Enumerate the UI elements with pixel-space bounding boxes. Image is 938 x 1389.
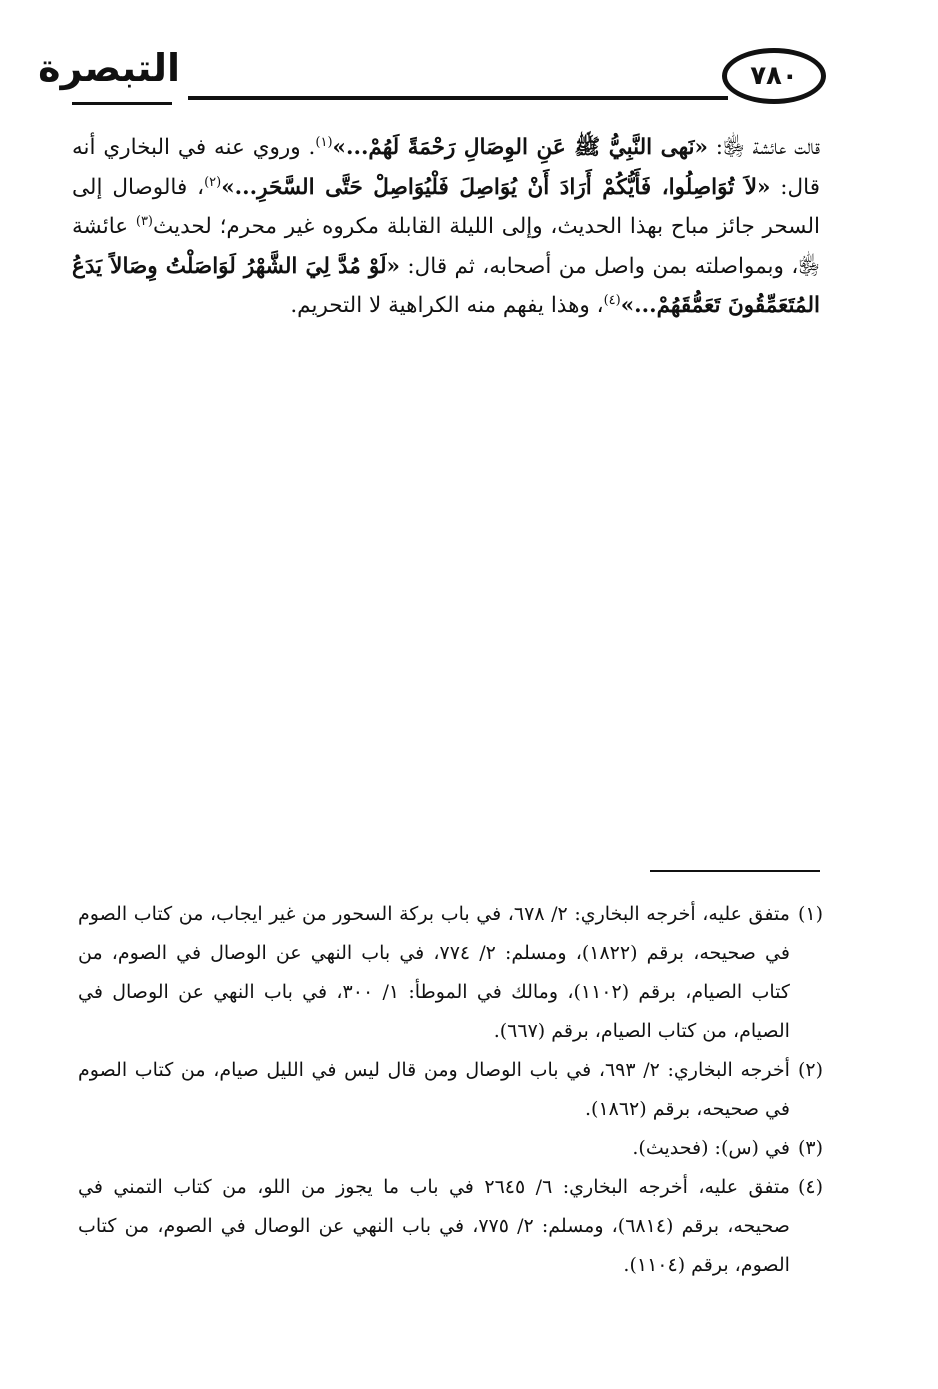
footnote-mark: (٣) — [797, 1137, 823, 1159]
footnote-mark: (٤) — [797, 1176, 823, 1198]
footnotes — [78, 895, 823, 1285]
footnote-text: متفق عليه، أخرجه البخاري: ٦/ ٢٦٤٥ في باب ما يجوز من اللو، من كتاب التمني في صحيحه، برقم (٦٨١٤)، ومسلم: ٢/ ٧٧٥، في باب النهي عن الوصال في الصوم، من كتاب الصوم، برقم (١١٠٤). — [78, 1176, 790, 1276]
hadith-quote: «نَهى النَّبِيُّ ﷺ عَنِ الوِصَالِ رَحْمَةً لَهُمْ...» — [332, 135, 708, 160]
text-run: عائشة ﵂، وبمواصلته بمن واصل من أصحابه، ثم قال: — [72, 214, 820, 279]
hadith-quote: «لَوْ مُدَّ لِيَ الشَّهْرُ لَوَاصَلْتُ وِصَالاً يَدَعُ المُتَعَمِّقُونَ تَعَمُّقَهُمْ...» — [72, 253, 820, 318]
footnote-item — [78, 895, 823, 1051]
footnote-separator — [650, 870, 820, 872]
footnote-text: متفق عليه، أخرجه البخاري: ٢/ ٦٧٨، في باب بركة السحور من غير ايجاب، من كتاب الصوم في صحيحه، برقم (١٨٢٢)، ومسلم: ٢/ ٧٧٤، في باب النهي عن الوصال في الصوم، من كتاب الصيام، برقم (١١٠٢)، ومالك في الموطأ: ١/ ٣٠٠، في باب النهي عن الوصال في الصيام، من كتاب الصيام، برقم (٦٦٧). — [78, 903, 790, 1042]
footnote-item — [78, 1051, 823, 1129]
footnote-ref[interactable]: (٢) — [204, 174, 222, 190]
footnote-text: أخرجه البخاري: ٢/ ٦٩٣، في باب الوصال ومن قال ليس في الليل صيام، من كتاب الصوم في صحيحه، برقم (١٨٦٢). — [78, 1059, 790, 1120]
main-paragraph — [72, 128, 820, 326]
footnote-item — [78, 1129, 823, 1168]
text-run: ، فالوصال إلى السحر جائز مباح بهذا الحديث، وإلى الليلة القابلة مكروه غير محرم؛ لحديث — [72, 174, 820, 239]
header-rule — [188, 96, 728, 100]
footnote-mark: (٢) — [797, 1059, 823, 1081]
text-run: . وروي عنه في البخاري أنه قال: — [72, 135, 820, 200]
text-run: ، وهذا يفهم منه الكراهية لا التحريم. — [290, 293, 604, 318]
footnote-ref[interactable]: (١) — [315, 134, 333, 150]
page-header — [38, 40, 830, 110]
title-underline — [72, 102, 172, 105]
footnote-ref[interactable]: (٣) — [135, 213, 153, 229]
text-run: قالت عائشة ﵂: — [707, 135, 820, 160]
footnote-ref[interactable]: (٤) — [603, 292, 621, 308]
footnote-mark: (١) — [797, 903, 823, 925]
footnote-item — [78, 1168, 823, 1285]
book-title: التبصرة — [38, 46, 180, 90]
page-number-text: ٧٨٠ — [750, 61, 798, 91]
footnote-text: في (س): (فحديث). — [632, 1137, 790, 1159]
main-text — [72, 128, 820, 326]
page-number — [722, 48, 826, 104]
hadith-quote: «لاَ تُوَاصِلُوا، فَأَيُّكُمْ أَرَادَ أَنْ يُوَاصِلَ فَلْيُوَاصِلْ حَتَّى السَّحَرِ...» — [221, 174, 771, 200]
